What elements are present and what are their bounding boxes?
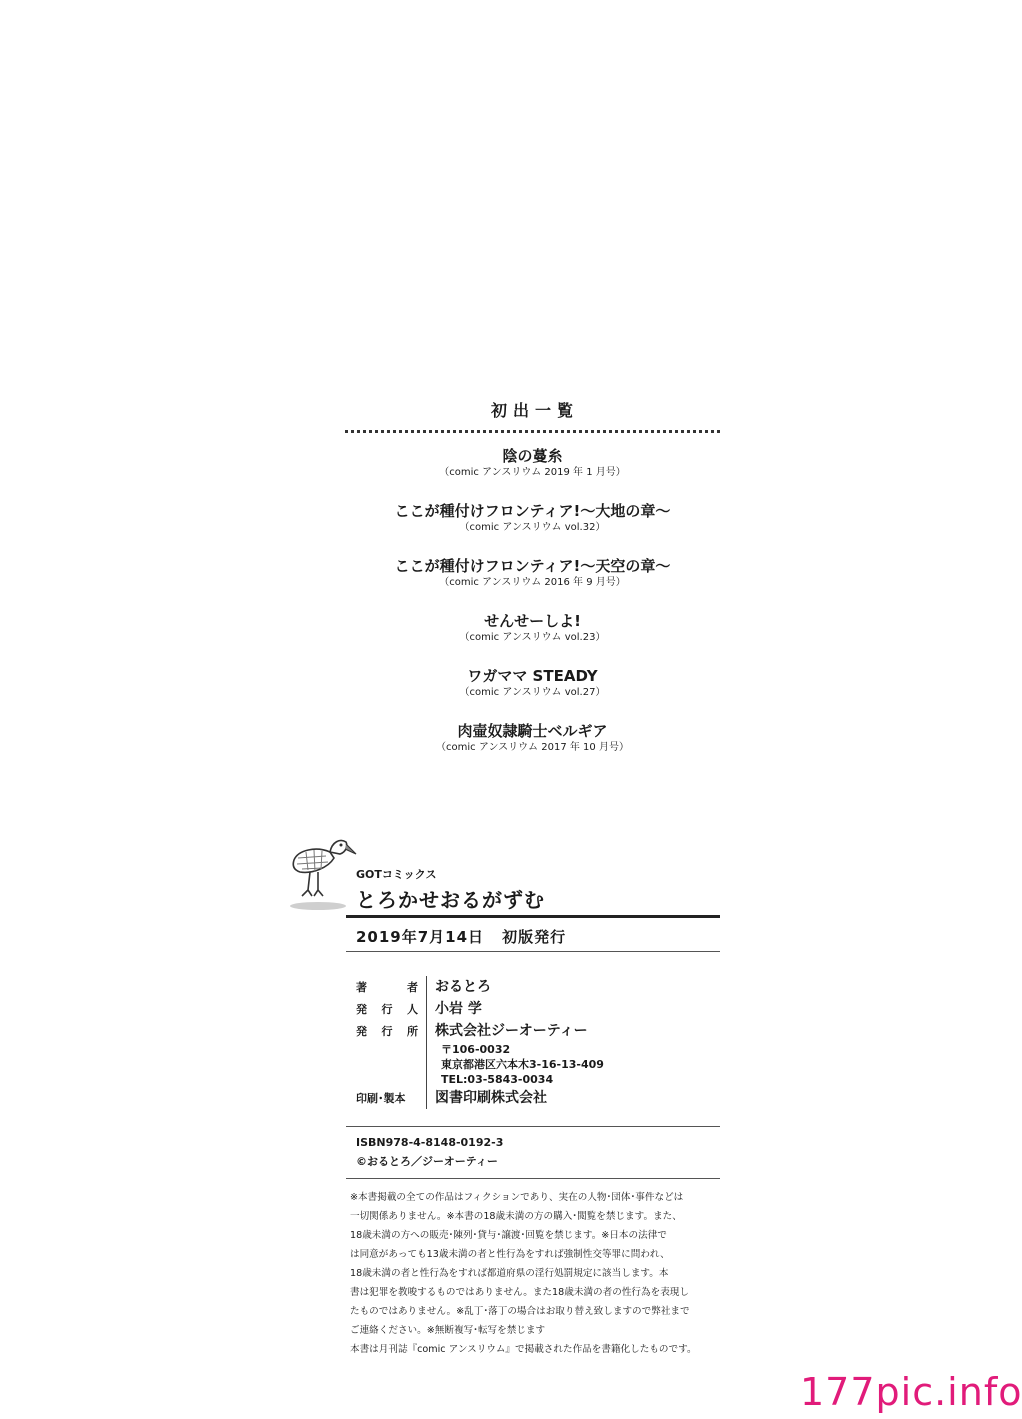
isbn: ISBN978-4-8148-0192-3 (356, 1136, 504, 1149)
watermark-text: 177pic.info (800, 1370, 1022, 1414)
label-char: 発 (356, 1003, 367, 1016)
work-source: （comic アンスリウム vol.32） (459, 522, 606, 533)
credit-label (356, 998, 418, 1017)
credit-row-publisher-person (356, 998, 716, 1020)
work-item (345, 611, 720, 645)
credit-row-printer (356, 1087, 716, 1109)
notice-line: は同意があっても13歳未満の者と性行為をすれば強制性交等罪に問われ、 (350, 1249, 670, 1260)
work-item (345, 501, 720, 535)
credit-label (356, 976, 418, 995)
label-char: 行 (381, 1003, 393, 1016)
notice-line: たものではありません。※乱丁･落丁の場合はお取り替え致しますので弊社まで (350, 1306, 690, 1317)
edition-text: 初版発行 (502, 928, 567, 946)
work-title: 肉壷奴隷騎士ベルギア (457, 722, 608, 740)
work-item (345, 666, 720, 700)
label-char: 著 (356, 981, 367, 994)
label-char: 行 (381, 1025, 393, 1038)
work-source: （comic アンスリウム 2016 年 9 月号） (439, 577, 626, 588)
credit-label (356, 1020, 418, 1039)
series-label: GOTコミックス (356, 868, 437, 881)
date-divider (346, 951, 720, 952)
label-char: 人 (407, 1003, 418, 1016)
dotted-divider (345, 430, 720, 433)
publisher-name: 株式会社ジーオーティー (435, 1023, 588, 1039)
bird-logo-icon (288, 828, 358, 910)
legal-notice (350, 1188, 724, 1359)
telephone: TEL:03-5843-0034 (441, 1073, 554, 1086)
author-name: おるとろ (435, 979, 491, 995)
notice-line: 本書は月刊誌『comic アンスリウム』で掲載された作品を書籍化したものです。 (350, 1344, 697, 1355)
publisher-block (435, 1020, 604, 1087)
first-appearances-heading: 初出一覧 (490, 401, 579, 420)
postal-code: 〒106-0032 (441, 1043, 511, 1056)
work-source: （comic アンスリウム 2017 年 10 月号） (436, 742, 629, 753)
address: 東京都港区六本木3-16-13-409 (441, 1058, 604, 1071)
work-title: ここが種付けフロンティア!～大地の章～ (394, 502, 671, 520)
work-title: 陰の蔓糸 (502, 447, 563, 465)
credit-row-author (356, 976, 716, 998)
works-list (345, 446, 720, 776)
work-title: せんせーしよ! (484, 612, 581, 630)
work-title: ここが種付けフロンティア!～天空の章～ (394, 557, 671, 575)
publication-date (356, 926, 566, 947)
credit-separator (426, 976, 427, 998)
title-divider (346, 915, 720, 918)
work-source: （comic アンスリウム 2019 年 1 月号） (439, 467, 626, 478)
notice-line: 18歳未満の方への販売･陳列･貸与･譲渡･回覧を禁じます。※日本の法律で (350, 1230, 667, 1241)
work-item (345, 446, 720, 480)
notice-line: 18歳未満の者と性行為をすれば都道府県の淫行処罰規定に該当します。本 (350, 1268, 669, 1279)
work-source: （comic アンスリウム vol.23） (459, 632, 606, 643)
work-source: （comic アンスリウム vol.27） (459, 687, 606, 698)
credit-label: 印刷･製本 (356, 1092, 406, 1105)
notice-divider (346, 1178, 720, 1179)
label-char: 者 (407, 981, 418, 994)
label-char: 所 (407, 1025, 418, 1038)
label-char: 発 (356, 1025, 367, 1038)
date-text: 2019年7月14日 (356, 928, 485, 946)
notice-line: ご連絡ください。※無断複写･転写を禁じます (350, 1325, 546, 1336)
notice-line: ※本書掲載の全ての作品はフィクションであり、実在の人物･団体･事件などは (350, 1192, 684, 1203)
notice-line: 書は犯罪を教唆するものではありません。また18歳未満の者の性行為を表現し (350, 1287, 689, 1298)
copyright: ©おるとろ／ジーオーティー (356, 1155, 498, 1168)
printer-name: 図書印刷株式会社 (435, 1090, 547, 1106)
credits-table (356, 976, 716, 1109)
isbn-divider (346, 1126, 720, 1127)
credit-separator (426, 1087, 427, 1109)
credit-row-publisher (356, 1020, 716, 1087)
work-item (345, 721, 720, 755)
book-title: とろかせおるがずむ (356, 888, 545, 912)
work-item (345, 556, 720, 590)
credit-separator (426, 1020, 427, 1087)
publisher-person-name: 小岩 学 (435, 1001, 482, 1017)
work-title: ワガママ STEADY (467, 667, 598, 685)
credit-separator (426, 998, 427, 1020)
notice-line: 一切関係ありません。※本書の18歳未満の方の購入･閲覧を禁じます。また、 (350, 1211, 682, 1222)
